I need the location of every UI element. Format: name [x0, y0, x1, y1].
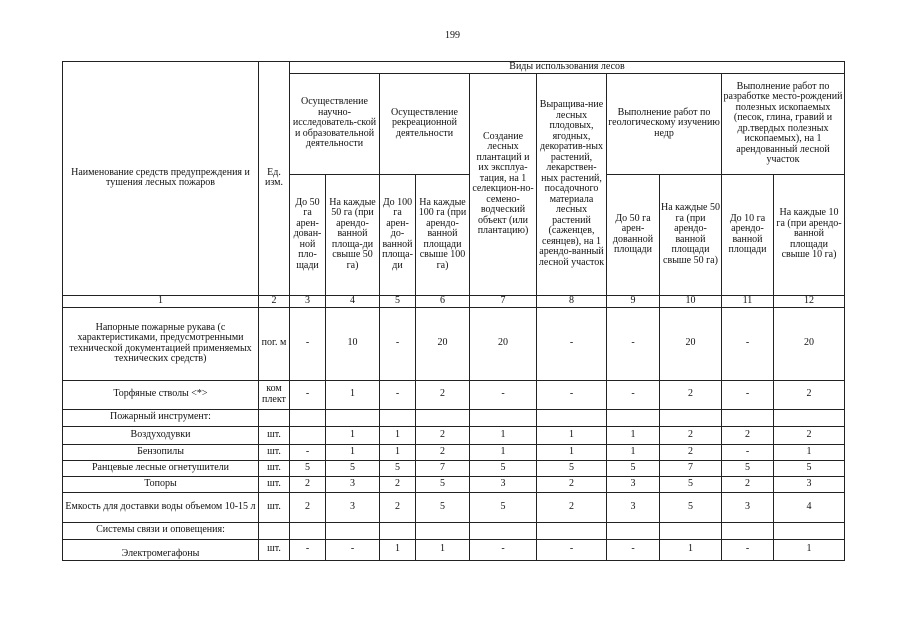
cell-value: - [290, 307, 326, 380]
row-unit: шт. [259, 444, 290, 460]
row-name: Электромегафоны [63, 539, 259, 560]
cell-value: 2 [290, 476, 326, 492]
cell-value: 1 [470, 444, 537, 460]
cell-value: 1 [380, 426, 416, 444]
cell-value: 5 [380, 460, 416, 476]
header-group-title: Виды использования лесов [290, 62, 845, 74]
cell-value: - [722, 444, 774, 460]
cell-value: 2 [660, 426, 722, 444]
row-unit: шт. [259, 539, 290, 560]
col-number: 11 [722, 295, 774, 307]
row-unit: шт. [259, 492, 290, 522]
col-number: 1 [63, 295, 259, 307]
header-sub-c9: До 50 га арен-дованной площади [607, 174, 660, 295]
cell-value: 20 [660, 307, 722, 380]
cell-value: 1 [326, 380, 380, 409]
col-number: 5 [380, 295, 416, 307]
cell-value: 20 [774, 307, 845, 380]
header-sub-c6: На каждые 100 га (при арендо-ванной площади свыше 100 га) [416, 174, 470, 295]
header-unit-col: Ед. изм. [259, 62, 290, 296]
col-number: 7 [470, 295, 537, 307]
cell-value: - [326, 539, 380, 560]
norms-table [62, 61, 845, 561]
table-row [63, 539, 845, 560]
row-unit: шт. [259, 426, 290, 444]
cell-value: 1 [470, 426, 537, 444]
cell-value: 5 [290, 460, 326, 476]
cell-value: 3 [774, 476, 845, 492]
row-name: Бензопилы [63, 444, 259, 460]
table-row [63, 444, 845, 460]
cell-value: 3 [326, 476, 380, 492]
page-number: 199 [445, 30, 460, 41]
cell-value: 5 [470, 492, 537, 522]
cell-value: 5 [660, 492, 722, 522]
cell-value: 1 [537, 444, 607, 460]
section-communication: Системы связи и оповещения: [63, 522, 259, 539]
column-number-row [63, 295, 845, 307]
cell-value: - [722, 307, 774, 380]
cell-value: - [607, 380, 660, 409]
cell-value: 1 [607, 426, 660, 444]
cell-value: 1 [537, 426, 607, 444]
cell-value: - [470, 380, 537, 409]
cell-value: 5 [774, 460, 845, 476]
col-number: 8 [537, 295, 607, 307]
cell-value: 3 [607, 476, 660, 492]
cell-value: 3 [326, 492, 380, 522]
col-number: 2 [259, 295, 290, 307]
cell-value: - [290, 444, 326, 460]
table-row [63, 476, 845, 492]
cell-value: 1 [660, 539, 722, 560]
header-sub-c3: До 50 га арен-дован-ной пло-щади [290, 174, 326, 295]
cell-value: 2 [774, 426, 845, 444]
cell-value: - [290, 539, 326, 560]
cell-value: 1 [416, 539, 470, 560]
cell-value: - [380, 380, 416, 409]
cell-value: 2 [416, 426, 470, 444]
cell-value: 10 [326, 307, 380, 380]
cell-value: 7 [416, 460, 470, 476]
cell-value: - [290, 380, 326, 409]
header-sub-c5: До 100 га арен-до-ванной площа-ди [380, 174, 416, 295]
cell-value: 5 [537, 460, 607, 476]
table-row [63, 409, 845, 426]
cell-value: 20 [416, 307, 470, 380]
cell-value: - [607, 307, 660, 380]
cell-value: 2 [537, 476, 607, 492]
cell-value [290, 426, 326, 444]
cell-value: 1 [326, 444, 380, 460]
table-row [63, 492, 845, 522]
cell-value: 3 [607, 492, 660, 522]
cell-value: - [537, 307, 607, 380]
cell-value: 2 [416, 444, 470, 460]
col-number: 9 [607, 295, 660, 307]
cell-value: 7 [660, 460, 722, 476]
cell-value: 2 [380, 476, 416, 492]
row-unit: ком плект [259, 380, 290, 409]
cell-value: 2 [416, 380, 470, 409]
cell-value: 2 [290, 492, 326, 522]
table-row [63, 426, 845, 444]
cell-value: 5 [607, 460, 660, 476]
row-name: Ранцевые лесные огнетушители [63, 460, 259, 476]
header-group-mining: Выполнение работ по разработке место-рождений полезных ископаемых (песок, глина, гравий и др.твердых полезных ископаемых), на 1 арендованный лесной участок [722, 73, 845, 174]
cell-value: 2 [537, 492, 607, 522]
table-row [63, 522, 845, 539]
cell-value: 1 [380, 444, 416, 460]
col-number: 12 [774, 295, 845, 307]
col-number: 10 [660, 295, 722, 307]
cell-value: 2 [722, 426, 774, 444]
row-name: Напорные пожарные рукава (с характеристиками, предусмотренными технической документацией применяемых технических средств) [63, 307, 259, 380]
row-unit: шт. [259, 476, 290, 492]
cell-value: 5 [416, 476, 470, 492]
cell-value: - [722, 539, 774, 560]
cell-value: 2 [722, 476, 774, 492]
cell-value: - [537, 539, 607, 560]
row-unit: пог. м [259, 307, 290, 380]
table-row [63, 380, 845, 409]
cell-value: 2 [774, 380, 845, 409]
cell-value: 3 [722, 492, 774, 522]
header-sub-c10: На каждые 50 га (при арендо-ванной площади свыше 50 га) [660, 174, 722, 295]
row-name: Воздуходувки [63, 426, 259, 444]
col-number: 3 [290, 295, 326, 307]
cell-value: 3 [470, 476, 537, 492]
cell-value: 5 [660, 476, 722, 492]
cell-value: 1 [607, 444, 660, 460]
cell-value: 4 [774, 492, 845, 522]
cell-value: 5 [470, 460, 537, 476]
col-number: 4 [326, 295, 380, 307]
col-number: 6 [416, 295, 470, 307]
row-unit: шт. [259, 460, 290, 476]
header-group-geology: Выполнение работ по геологическому изучению недр [607, 73, 722, 174]
cell-value: 5 [326, 460, 380, 476]
row-name: Торфяные стволы <*> [63, 380, 259, 409]
cell-value: 2 [660, 444, 722, 460]
cell-value: 1 [774, 444, 845, 460]
table-row [63, 460, 845, 476]
cell-value: 2 [380, 492, 416, 522]
cell-value: - [470, 539, 537, 560]
header-group-plantations: Создание лесных плантаций и их эксплуа-тация, на 1 селекцион-но-семено-водческий объект (или плантацию) [470, 73, 537, 295]
cell-value: - [537, 380, 607, 409]
cell-value: 5 [722, 460, 774, 476]
header-group-science: Осуществление научно-исследователь-ской и образовательной деятельности [290, 73, 380, 174]
header-name-col: Наименование средств предупреждения и тушения лесных пожаров [63, 62, 259, 296]
cell-value: 1 [380, 539, 416, 560]
section-fire-tools: Пожарный инструмент: [63, 409, 259, 426]
table-row [63, 307, 845, 380]
cell-value: - [722, 380, 774, 409]
cell-value: 20 [470, 307, 537, 380]
header-sub-c4: На каждые 50 га (при арендо-ванной площа-ди свыше 50 га) [326, 174, 380, 295]
header-sub-c12: На каждые 10 га (при арендо-ванной площади свыше 10 га) [774, 174, 845, 295]
header-sub-c11: До 10 га арендо-ванной площади [722, 174, 774, 295]
cell-value: 1 [326, 426, 380, 444]
header-group-recreation: Осуществление рекреационной деятельности [380, 73, 470, 174]
cell-value: - [380, 307, 416, 380]
row-name: Топоры [63, 476, 259, 492]
header-group-growing: Выращива-ние лесных плодовых, ягодных, декоратив-ных растений, лекарствен-ных растений, посадочного материала лесных растений (саженцев, сеянцев), на 1 арендо-ванный лесной участок [537, 73, 607, 295]
cell-value: 1 [774, 539, 845, 560]
cell-value: 5 [416, 492, 470, 522]
row-name: Емкость для доставки воды объемом 10-15 л [63, 492, 259, 522]
cell-value: 2 [660, 380, 722, 409]
cell-value: - [607, 539, 660, 560]
